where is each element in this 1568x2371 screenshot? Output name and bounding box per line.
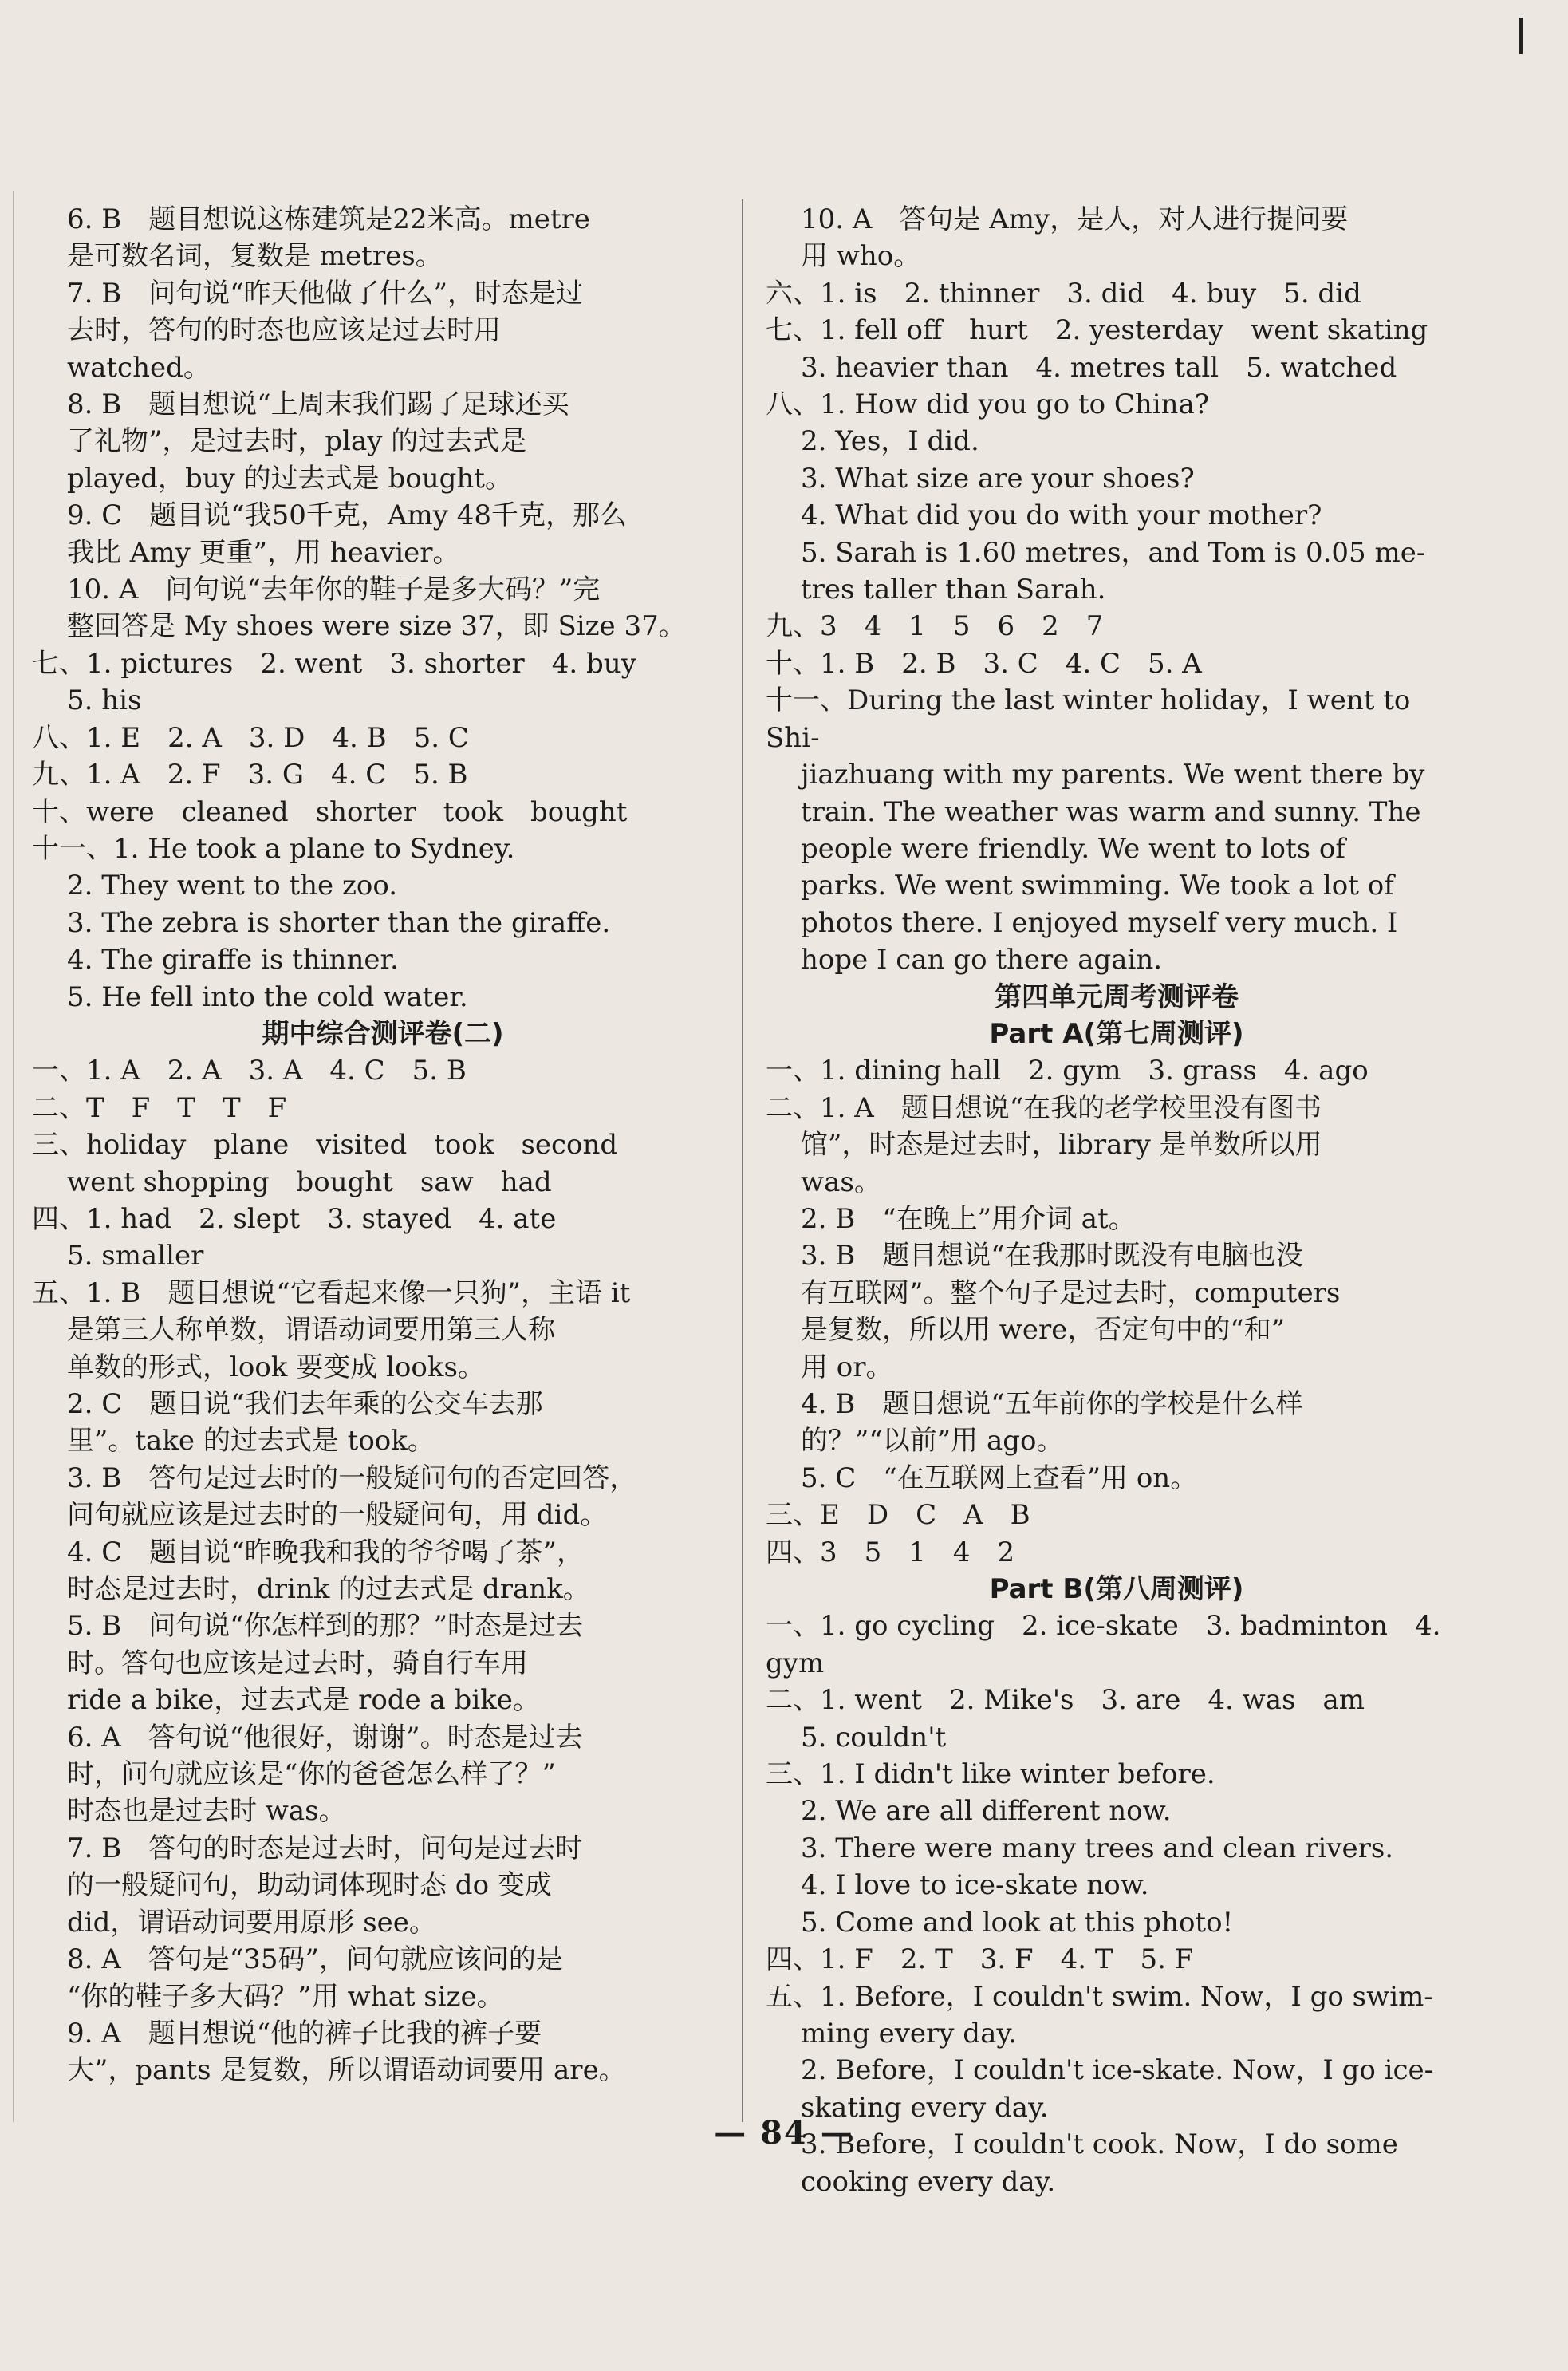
answer-line: 七、1. pictures 2. went 3. shorter 4. buy (32, 647, 636, 680)
answer-line: 一、1. A 2. A 3. A 4. C 5. B (32, 1055, 467, 1087)
answer-line: 有互联网”。整个句子是过去时，computers (801, 1276, 1341, 1309)
answer-line: played，buy 的过去式是 bought。 (67, 462, 512, 495)
answer-line: 4. What did you do with your mother? (801, 499, 1322, 532)
answer-line: 馆”，时态是过去时，library 是单数所以用 (801, 1129, 1322, 1162)
answer-line: 我比 Amy 更重”，用 heavier。 (67, 536, 460, 569)
answer-line: “你的鞋子多大码？”用 what size。 (67, 1980, 504, 2013)
answer-line: 时态也是过去时 was。 (67, 1795, 346, 1828)
answer-line: tres taller than Sarah. (801, 574, 1106, 606)
answer-line: 4. B 题目想说“五年前你的学校是什么样 (801, 1388, 1303, 1420)
answer-line: went shopping bought saw had (67, 1166, 552, 1198)
answer-line: 用 or。 (801, 1351, 893, 1383)
answer-line: 二、1. went 2. Mike's 3. are 4. was am (766, 1684, 1365, 1717)
answer-line: 用 who。 (801, 240, 921, 273)
answer-line: skating every day. (801, 2091, 1049, 2124)
answer-line: 4. C 题目说“昨晚我和我的爷爷喝了茶”， (67, 1536, 585, 1568)
answer-line: did，谓语动词要用原形 see。 (67, 1906, 436, 1939)
answer-line: cooking every day. (801, 2165, 1056, 2198)
answer-line: 时态是过去时，drink 的过去式是 drank。 (67, 1573, 590, 1606)
answer-line: 八、1. E 2. A 3. D 4. B 5. C (32, 721, 469, 754)
answer-line: 3. B 答句是过去时的一般疑问句的否定回答， (67, 1462, 637, 1494)
answer-line: 三、1. I didn't like winter before. (766, 1758, 1215, 1791)
answer-line: 3. B 题目想说“在我那时既没有电脑也没 (801, 1240, 1303, 1272)
answer-line: people were friendly. We went to lots of (801, 832, 1345, 865)
answer-line: 是复数，所以用 were，否定句中的“和” (801, 1314, 1286, 1347)
answer-line: 是可数名词，复数是 metres。 (67, 240, 443, 273)
answer-line: 6. A 答句说“他很好，谢谢”。时态是过去 (67, 1721, 583, 1754)
answer-line: 五、1. Before，I couldn't swim. Now，I go swim- (766, 1980, 1433, 2013)
answer-line: 4. I love to ice-skate now. (801, 1869, 1149, 1902)
answer-line: 时。答句也应该是过去时，骑自行车用 (67, 1647, 528, 1679)
answer-line: 4. The giraffe is thinner. (67, 944, 399, 976)
answer-line: 二、1. A 题目想说“在我的老学校里没有图书 (766, 1091, 1322, 1124)
answer-line: 五、1. B 题目想说“它看起来像一只狗”，主语 it (32, 1276, 631, 1309)
answer-line: 5. C “在互联网上查看”用 on。 (801, 1462, 1198, 1494)
answer-line: 四、1. had 2. slept 3. stayed 4. ate (32, 1202, 557, 1235)
answer-line: 5. B 问句说“你怎样到的那？”时态是过去 (67, 1610, 583, 1643)
left-column (32, 201, 734, 2089)
answer-line: 7. B 答句的时态是过去时，问句是过去时 (67, 1832, 583, 1864)
answer-line: 十、1. B 2. B 3. C 4. C 5. A (766, 647, 1202, 680)
answer-line: 时，问句就应该是“你的爸爸怎么样了？” (67, 1758, 556, 1791)
answer-line: 2. Yes，I did. (801, 425, 979, 458)
answer-line: 一、1. go cycling 2. ice-skate 3. badminton 4. gym (766, 1610, 1450, 1679)
answer-line: 十一、1. He took a plane to Sydney. (32, 832, 515, 865)
answer-line: 7. B 问句说“昨天他做了什么”，时态是过 (67, 277, 583, 310)
answer-line: hope I can go there again. (801, 944, 1163, 976)
answer-line: 八、1. How did you go to China? (766, 389, 1210, 421)
answer-line: 的一般疑问句，助动词体现时态 do 变成 (67, 1869, 552, 1902)
answer-line: 5. couldn't (801, 1721, 947, 1754)
answer-line: 5. Come and look at this photo! (801, 1906, 1234, 1939)
answer-line: 九、1. A 2. F 3. G 4. C 5. B (32, 759, 468, 791)
answer-line: photos there. I enjoyed myself very much. I (801, 906, 1398, 939)
answer-line: 2. We are all different now. (801, 1795, 1172, 1828)
answer-line: 大”，pants 是复数，所以谓语动词要用 are。 (67, 2054, 626, 2087)
edge-mark (1519, 18, 1523, 54)
answer-line: 2. Before，I couldn't ice-skate. Now，I go ice- (801, 2054, 1434, 2087)
section-heading: Part A(第七周测评) (989, 1017, 1244, 1050)
answer-line: 2. B “在晚上”用介词 at。 (801, 1202, 1136, 1235)
answer-line: 问句就应该是过去时的一般疑问句，用 did。 (67, 1499, 608, 1532)
answer-line: 2. C 题目说“我们去年乘的公交车去那 (67, 1388, 543, 1420)
answer-line: 的？”“以前”用 ago。 (801, 1425, 1064, 1458)
answer-line: 6. B 题目想说这栋建筑是22米高。metre (67, 203, 590, 235)
answer-line: ride a bike，过去式是 rode a bike。 (67, 1684, 540, 1717)
right-column (766, 201, 1468, 2200)
answer-line: 3. There were many trees and clean rivers. (801, 1832, 1394, 1864)
answer-line: 一、1. dining hall 2. gym 3. grass 4. ago (766, 1055, 1369, 1087)
answer-line: parks. We went swimming. We took a lot of (801, 870, 1394, 902)
answer-line: 三、holiday plane visited took second (32, 1129, 618, 1162)
answer-line: 5. his (67, 684, 142, 717)
page-number: — 84 — (714, 2114, 854, 2152)
answer-line: 3. What size are your shoes? (801, 462, 1195, 495)
answer-line: 九、3 4 1 5 6 2 7 (766, 610, 1104, 643)
answer-line: was。 (801, 1166, 881, 1198)
answer-line: 六、1. is 2. thinner 3. did 4. buy 5. did (766, 277, 1361, 310)
answer-line: watched。 (67, 351, 211, 384)
answer-line: 是第三人称单数，谓语动词要用第三人称 (67, 1314, 555, 1347)
answer-line: 3. The zebra is shorter than the giraffe. (67, 906, 611, 939)
answer-line: 5. smaller (67, 1240, 204, 1272)
answer-line: 去时，答句的时态也应该是过去时用 (67, 314, 501, 347)
answer-line: 二、T F T T F (32, 1091, 287, 1124)
answer-line: 3. Before，I couldn't cook. Now，I do some (801, 2128, 1398, 2161)
section-heading: 第四单元周考测评卷 (995, 980, 1239, 1013)
answer-line: 5. Sarah is 1.60 metres，and Tom is 0.05 me- (801, 536, 1426, 569)
answer-line: 十、were cleaned shorter took bought (32, 795, 628, 828)
answer-line: 三、E D C A B (766, 1499, 1030, 1532)
answer-line: 10. A 答句是 Amy，是人，对人进行提问要 (801, 203, 1349, 235)
answer-line: 3. heavier than 4. metres tall 5. watched (801, 351, 1397, 384)
answer-line: 四、3 5 1 4 2 (766, 1536, 1015, 1568)
answer-line: 七、1. fell off hurt 2. yesterday went skating (766, 314, 1428, 347)
section-heading: 期中综合测评卷(二) (262, 1017, 504, 1050)
answer-line: 整回答是 My shoes were size 37，即 Size 37。 (67, 610, 686, 643)
answer-line: 2. They went to the zoo. (67, 870, 398, 902)
answer-line: 里”。take 的过去式是 took。 (67, 1425, 435, 1458)
answer-line: 单数的形式，look 要变成 looks。 (67, 1351, 485, 1383)
answer-line: 了礼物”，是过去时，play 的过去式是 (67, 425, 527, 458)
answer-line: 5. He fell into the cold water. (67, 980, 468, 1013)
answer-line: 8. B 题目想说“上周末我们踢了足球还买 (67, 389, 569, 421)
answer-line: 十一、During the last winter holiday，I went to Shi- (766, 684, 1420, 754)
answer-line: ming every day. (801, 2017, 1017, 2049)
column-divider (742, 199, 743, 2122)
answer-line: 10. A 问句说“去年你的鞋子是多大码？”完 (67, 574, 601, 606)
answer-line: train. The weather was warm and sunny. The (801, 795, 1421, 828)
answer-line: 9. C 题目说“我50千克，Amy 48千克，那么 (67, 499, 627, 532)
section-heading: Part B(第八周测评) (989, 1573, 1244, 1606)
answer-line: 四、1. F 2. T 3. F 4. T 5. F (766, 1943, 1194, 1976)
answer-line: 9. A 题目想说“他的裤子比我的裤子要 (67, 2017, 542, 2049)
margin-line (13, 191, 14, 2122)
answer-line: 8. A 答句是“35码”，问句就应该问的是 (67, 1943, 563, 1976)
answer-line: jiazhuang with my parents. We went there by (801, 759, 1425, 791)
